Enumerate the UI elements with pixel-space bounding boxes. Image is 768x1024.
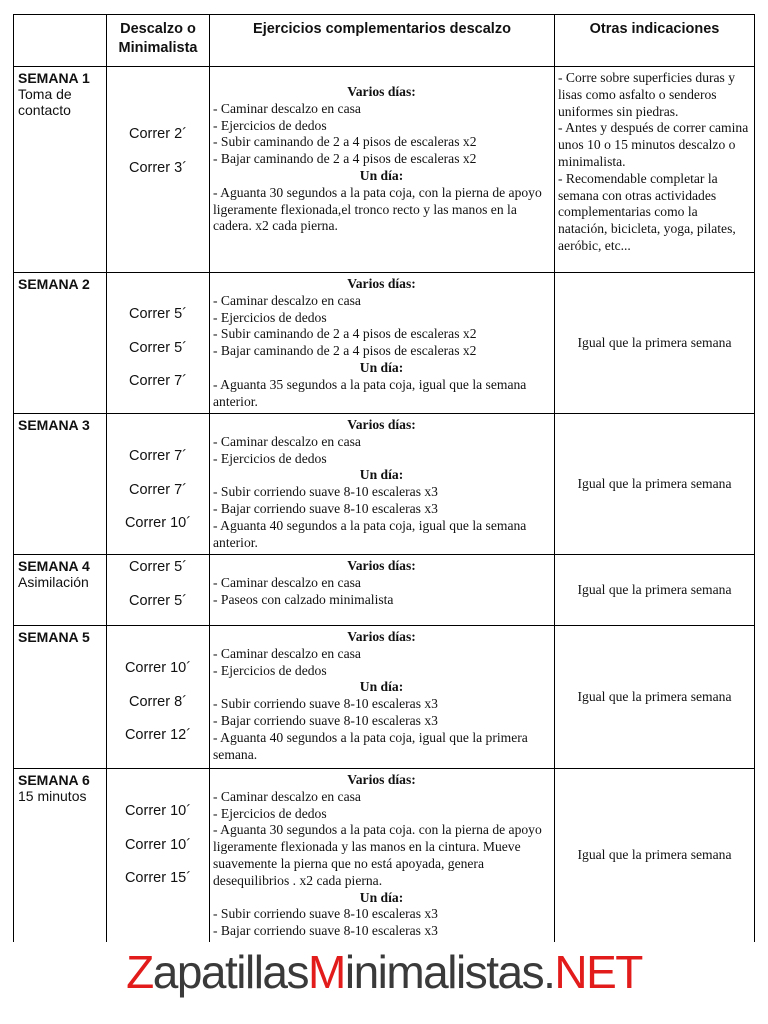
run-time: Correr 10´ [124,515,192,531]
indication-item: Igual que la primera semana [577,581,732,597]
logo-text-part: inimalistas. [344,946,555,998]
week-label-cell [14,626,107,769]
exercise-item: - Subir corriendo suave 8-10 escaleras x3 [213,696,438,712]
exercise-heading: Varios días: [347,558,416,573]
exercise-item: - Subir caminando de 2 a 4 pisos de escaleras x2 [213,134,477,150]
week-title: SEMANA 5 [18,629,90,645]
week-subtitle: Asimilación [18,574,89,590]
week-label-cell [14,769,107,942]
exercise-heading: Un día: [359,889,404,905]
other-indications-cell [555,626,755,769]
week-title: SEMANA 4 [18,558,90,574]
run-time: Correr 7´ [128,481,187,498]
run-times-cell [107,414,210,555]
week-row [14,273,755,414]
exercise-heading: Un día: [359,679,404,695]
exercise-item: - Bajar corriendo suave 8-10 escaleras x3 [213,923,438,939]
exercise-item: - Ejercicios de dedos [213,117,327,133]
other-indications-cell [555,769,755,942]
run-times-cell [107,769,210,942]
run-time: Correr 12´ [124,727,192,743]
exercise-item: - Caminar descalzo en casa [213,292,361,308]
week-title: SEMANA 2 [18,276,90,292]
exercise-item: - Caminar descalzo en casa [213,574,361,590]
exercise-heading: Varios días: [347,276,416,291]
exercise-item: - Aguanta 40 segundos a la pata coja, igual que la semana anterior. [213,517,527,550]
header-ejercicios: Ejercicios complementarios descalzo [210,15,555,67]
run-time: Correr 5´ [128,306,187,322]
exercise-item: - Aguanta 40 segundos a la pata coja, igual que la primera semana. [213,729,528,762]
other-indications-cell [555,273,755,414]
header-row [14,15,755,67]
exercise-item: - Bajar caminando de 2 a 4 pisos de escaleras x2 [213,343,477,359]
week-row [14,414,755,555]
exercise-item: - Bajar caminando de 2 a 4 pisos de escaleras x2 [213,151,477,167]
indication-item: Igual que la primera semana [577,475,732,491]
indication-item: Igual que la primera semana [577,847,732,863]
exercise-item: - Ejercicios de dedos [213,450,327,466]
run-times-cell [107,273,210,414]
exercise-item: - Aguanta 35 segundos a la pata coja, igual que la semana anterior. [213,376,527,409]
week-row [14,769,755,942]
exercise-heading: Un día: [359,467,404,483]
week-label-cell [14,414,107,555]
week-row [14,626,755,769]
week-label-cell [14,555,107,626]
exercises-cell [210,67,555,273]
exercise-item: - Aguanta 30 segundos a la pata coja, con la pierna de apoyo ligeramente flexionada,el tronco recto y las manos en la cadera. x2 cada pierna. [213,184,542,234]
site-logo [0,940,768,1004]
week-subtitle: Toma de contacto [18,86,72,118]
exercise-item: - Bajar corriendo suave 8-10 escaleras x3 [213,500,438,516]
exercise-heading: Un día: [359,359,404,375]
header-descalzo: Descalzo o Minimalista [107,15,210,67]
other-indications-cell [555,555,755,626]
logo-text-part: NET [554,946,642,998]
exercise-item: - Subir caminando de 2 a 4 pisos de escaleras x2 [213,326,477,342]
run-time: Correr 5´ [128,592,187,609]
exercise-item: - Caminar descalzo en casa [213,433,361,449]
weeks-body [14,67,755,942]
exercise-item: - Ejercicios de dedos [213,309,327,325]
exercises-cell [210,555,555,626]
exercise-heading: Un día: [359,167,404,183]
other-indications-cell [555,67,755,273]
week-title: SEMANA 1 [18,70,90,86]
logo-text-part: apatillas [152,946,309,998]
training-plan-table [13,14,755,942]
run-time: Correr 15´ [124,870,192,886]
exercises-cell [210,414,555,555]
exercise-item: - Subir corriendo suave 8-10 escaleras x3 [213,906,438,922]
run-time: Correr 7´ [128,373,187,389]
logo-text-part: M [308,946,345,998]
exercises-cell [210,626,555,769]
exercise-item: - Caminar descalzo en casa [213,100,361,116]
run-time: Correr 5´ [128,339,187,356]
run-time: Correr 3´ [128,159,187,176]
exercise-item: - Bajar corriendo suave 8-10 escaleras x3 [213,712,438,728]
run-time: Correr 10´ [124,836,192,853]
exercise-item: - Aguanta 30 segundos a la pata coja. con la pierna de apoyo ligeramente flexionada y las manos en la cintura. Mueve suavemente la pierna que no está apoyada, genera desequilibrios . x2 cada pierna. [213,822,542,888]
run-times-cell [107,626,210,769]
exercise-item: - Ejercicios de dedos [213,805,327,821]
run-times-cell [107,67,210,273]
run-time: Correr 5´ [128,559,187,575]
exercise-item: - Subir corriendo suave 8-10 escaleras x3 [213,484,438,500]
other-indications-cell [555,414,755,555]
exercises-cell [210,273,555,414]
week-title: SEMANA 6 [18,772,90,788]
week-row [14,67,755,273]
run-time: Correr 2´ [128,126,187,142]
week-label-cell [14,273,107,414]
indication-item: - Antes y después de correr camina unos 10 o 15 minutos descalzo o minimalista. [558,120,749,169]
exercise-item: - Paseos con calzado minimalista [213,591,394,607]
exercise-item: - Caminar descalzo en casa [213,788,361,804]
week-title: SEMANA 3 [18,417,90,433]
indication-item: - Corre sobre superficies duras y lisas como asfalto o senderos uniformes sin piedras. [558,70,736,119]
exercise-heading: Varios días: [347,629,416,644]
run-time: Correr 10´ [124,803,192,819]
week-row [14,555,755,626]
week-subtitle: 15 minutos [18,788,87,804]
exercise-item: - Ejercicios de dedos [213,662,327,678]
run-time: Correr 8´ [128,693,187,710]
indication-item: - Recomendable completar la semana con otras actividades complementarias como la natación, bicicleta, yoga, pilates, aeróbic, etc... [558,170,736,253]
week-label-cell [14,67,107,273]
run-time: Correr 7´ [128,448,187,464]
run-times-cell [107,555,210,626]
indication-item: Igual que la primera semana [577,688,732,704]
header-week [14,15,107,67]
exercise-heading: Varios días: [347,417,416,432]
training-plan-sheet [13,14,754,942]
indication-item: Igual que la primera semana [577,334,732,350]
run-time: Correr 10´ [124,660,192,676]
exercise-item: - Caminar descalzo en casa [213,645,361,661]
header-otras: Otras indicaciones [555,15,755,67]
logo-text-part: Z [126,946,153,998]
exercise-heading: Varios días: [347,84,416,99]
exercise-heading: Varios días: [347,772,416,787]
exercises-cell [210,769,555,942]
